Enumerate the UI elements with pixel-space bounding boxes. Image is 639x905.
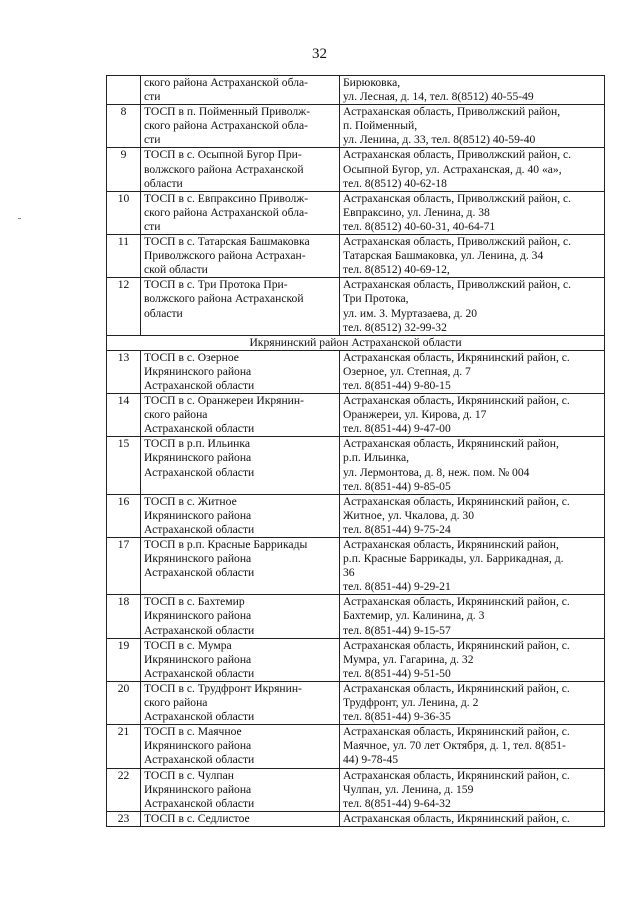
office-address-cell (340, 768, 605, 811)
office-name-cell (141, 768, 340, 811)
office-name-line: Астраханской области (144, 666, 255, 680)
office-name-line: Икрянинского района (144, 451, 252, 465)
table-row (107, 681, 605, 724)
section-row (107, 335, 605, 350)
office-address-line: Астраханская область, Икрянинский район, с. (343, 350, 570, 364)
row-number: 17 (107, 538, 141, 595)
table-row (107, 191, 605, 234)
row-number: 23 (107, 811, 141, 826)
office-address-line: Осыпной Бугор, ул. Астраханская, д. 40 «а», (343, 162, 562, 176)
office-name-line: Астраханской области (144, 566, 255, 580)
office-name-line: Астраханской области (144, 465, 255, 479)
office-address-line: Астраханская область, Приволжский район, (343, 105, 561, 119)
office-address-line: р.п. Ильинка, (343, 451, 410, 465)
office-address-line: тел. 8(851-44) 9-64-32 (343, 796, 451, 810)
office-name-line: Астраханской области (144, 710, 255, 724)
table-row (107, 538, 605, 595)
table-row (107, 350, 605, 393)
office-name-cell (141, 394, 340, 437)
office-address-line: п. Пойменный, (343, 119, 418, 133)
office-name-cell (141, 76, 340, 105)
office-name-cell (141, 538, 340, 595)
row-number: 21 (107, 725, 141, 768)
office-address-cell (340, 278, 605, 335)
office-name-line: Приволжского района Астрахан- (144, 249, 306, 263)
office-address-line: Астраханская область, Приволжский район, с. (343, 191, 572, 205)
row-number: 11 (107, 235, 141, 278)
table-row (107, 235, 605, 278)
office-name-cell (141, 191, 340, 234)
row-number: 19 (107, 638, 141, 681)
office-address-cell (340, 76, 605, 105)
office-name-line: ского района Астраханской обла- (144, 205, 309, 219)
office-address-line: тел. 8(851-44) 9-75-24 (343, 522, 451, 536)
office-name-line: Икрянинского района (144, 652, 252, 666)
office-name-line: Астраханской области (144, 422, 255, 436)
row-number: 13 (107, 350, 141, 393)
office-name-cell (141, 350, 340, 393)
scan-mark (18, 218, 21, 219)
table-body (107, 76, 605, 827)
office-name-line: ской области (144, 263, 208, 277)
office-address-line: Три Протока, (343, 292, 409, 306)
office-address-cell (340, 595, 605, 638)
office-name-line: ТОСП в п. Пойменный Приволж- (144, 105, 311, 119)
row-number: 8 (107, 105, 141, 148)
office-name-line: Икрянинского района (144, 782, 252, 796)
office-address-line: тел. 8(851-44) 9-36-35 (343, 710, 451, 724)
office-address-line: Чулпан, ул. Ленина, д. 159 (343, 782, 474, 796)
office-address-line: тел. 8(851-44) 9-29-21 (343, 580, 451, 594)
office-address-line: Татарская Башмаковка, ул. Ленина, д. 34 (343, 249, 544, 263)
office-address-line: Бахтемир, ул. Калинина, д. 3 (343, 609, 485, 623)
office-address-cell (340, 350, 605, 393)
office-name-line: Икрянинского района (144, 552, 252, 566)
office-address-line: Трудфронт, ул. Ленина, д. 2 (343, 696, 479, 710)
office-address-line: ул. им. З. Муртазаева, д. 20 (343, 306, 478, 320)
office-address-line: тел. 8(8512) 40-69-12, (343, 263, 450, 277)
office-address-line: ул. Лермонтова, д. 8, неж. пом. № 004 (343, 465, 530, 479)
office-address-line: Бирюковка, (343, 76, 401, 89)
office-address-line: Астраханская область, Икрянинский район, (343, 437, 559, 451)
office-name-line: ского района (144, 696, 208, 710)
office-address-cell (340, 494, 605, 537)
office-address-line: тел. 8(851-44) 9-51-50 (343, 666, 451, 680)
office-name-line: сти (144, 90, 161, 104)
office-address-cell (340, 191, 605, 234)
office-address-line: тел. 8(8512) 40-60-31, 40-64-71 (343, 219, 496, 233)
office-name-line: ТОСП в с. Оранжереи Икрянин- (144, 394, 304, 408)
row-number: 9 (107, 148, 141, 191)
office-address-line: Астраханская область, Икрянинский район, с. (343, 595, 570, 609)
office-address-line: тел. 8(851-44) 9-47-00 (343, 422, 451, 436)
office-name-cell (141, 811, 340, 826)
office-name-line: Астраханской области (144, 378, 255, 392)
office-address-line: тел. 8(851-44) 9-80-15 (343, 378, 451, 392)
office-name-line: ТОСП в с. Евпраксино Приволж- (144, 191, 309, 205)
office-name-cell (141, 105, 340, 148)
table-row (107, 105, 605, 148)
office-name-cell (141, 235, 340, 278)
office-name-cell (141, 494, 340, 537)
office-name-line: Икрянинского района (144, 609, 252, 623)
office-address-line: Астраханская область, Икрянинский район, с. (343, 811, 570, 825)
office-address-line: 36 (343, 566, 355, 580)
office-address-line: Маячное, ул. 70 лет Октября, д. 1, тел. 8(851- (343, 739, 566, 753)
office-name-line: ТОСП в с. Чулпан (144, 768, 234, 782)
office-address-line: Астраханская область, Приволжский район, с. (343, 278, 572, 292)
office-name-line: ТОСП в с. Седлистое (144, 811, 250, 825)
office-address-line: 44) 9-78-45 (343, 753, 399, 767)
office-name-line: Икрянинского района (144, 508, 252, 522)
office-address-line: тел. 8(851-44) 9-15-57 (343, 623, 451, 637)
office-name-line: области (144, 306, 183, 320)
section-title: Икрянинский район Астраханской области (107, 335, 605, 350)
office-address-line: р.п. Красные Баррикады, ул. Баррикадная, д. (343, 552, 564, 566)
office-address-line: Евпраксино, ул. Ленина, д. 38 (343, 205, 490, 219)
office-name-line: Икрянинского района (144, 739, 252, 753)
office-name-line: ТОСП в р.п. Красные Баррикады (144, 538, 308, 551)
office-address-line: Астраханская область, Икрянинский район, с. (343, 725, 570, 739)
office-address-line: Астраханская область, Икрянинский район, с. (343, 681, 570, 695)
office-name-cell (141, 595, 340, 638)
office-name-line: ТОСП в с. Озерное (144, 350, 239, 364)
office-name-line: ТОСП в с. Три Протока При- (144, 278, 288, 292)
office-name-line: ТОСП в с. Мумра (144, 638, 232, 652)
office-name-line: ского района Астраханской обла- (144, 76, 309, 89)
page-number: 32 (312, 46, 327, 62)
office-address-cell (340, 148, 605, 191)
office-name-line: ТОСП в с. Бахтемир (144, 595, 245, 609)
row-number: 10 (107, 191, 141, 234)
table-row (107, 437, 605, 494)
office-name-line: ТОСП в с. Татарская Башмаковка (144, 235, 310, 249)
office-address-line: Астраханская область, Приволжский район, с. (343, 235, 572, 249)
table-row (107, 768, 605, 811)
table-row (107, 811, 605, 826)
office-name-cell (141, 681, 340, 724)
office-address-line: Астраханская область, Икрянинский район, с. (343, 638, 570, 652)
office-address-line: Мумра, ул. Гагарина, д. 32 (343, 652, 474, 666)
office-name-line: области (144, 176, 183, 190)
office-address-line: Астраханская область, Икрянинский район, (343, 538, 559, 551)
office-list-table (106, 75, 605, 827)
office-name-line: ского района (144, 408, 208, 422)
office-name-line: Астраханской области (144, 796, 255, 810)
office-name-line: ТОСП в с. Осыпной Бугор При- (144, 148, 302, 162)
table-row (107, 638, 605, 681)
office-name-line: ского района Астраханской обла- (144, 119, 309, 133)
office-name-line: сти (144, 133, 161, 147)
office-name-cell (141, 725, 340, 768)
table-row (107, 725, 605, 768)
row-number: 15 (107, 437, 141, 494)
office-name-line: Астраханской области (144, 522, 255, 536)
office-name-line: волжского района Астраханской (144, 292, 304, 306)
office-address-line: Астраханская область, Приволжский район, с. (343, 148, 572, 162)
office-name-line: ТОСП в р.п. Ильинка (144, 437, 250, 451)
table-row (107, 595, 605, 638)
office-name-line: Астраханской области (144, 623, 255, 637)
office-address-line: Озерное, ул. Степная, д. 7 (343, 364, 471, 378)
office-address-cell (340, 538, 605, 595)
table-row (107, 494, 605, 537)
row-number: 12 (107, 278, 141, 335)
office-address-line: ул. Лесная, д. 14, тел. 8(8512) 40-55-49 (343, 90, 534, 104)
office-address-line: тел. 8(8512) 32-99-32 (343, 320, 447, 334)
row-number: 14 (107, 394, 141, 437)
row-number (107, 76, 141, 105)
row-number: 20 (107, 681, 141, 724)
office-address-line: Астраханская область, Икрянинский район, с. (343, 768, 570, 782)
office-name-line: сти (144, 219, 161, 233)
office-address-line: Астраханская область, Икрянинский район, с. (343, 494, 570, 508)
row-number: 16 (107, 494, 141, 537)
table-row (107, 394, 605, 437)
office-address-cell (340, 681, 605, 724)
office-name-line: Астраханской области (144, 753, 255, 767)
table-row (107, 148, 605, 191)
office-address-cell (340, 235, 605, 278)
office-name-line: ТОСП в с. Маячное (144, 725, 242, 739)
table-row (107, 278, 605, 335)
office-address-line: тел. 8(851-44) 9-85-05 (343, 479, 451, 493)
office-address-cell (340, 394, 605, 437)
office-address-line: тел. 8(8512) 40-62-18 (343, 176, 447, 190)
office-address-line: Житное, ул. Чкалова, д. 30 (343, 508, 474, 522)
office-address-line: Астраханская область, Икрянинский район, с. (343, 394, 570, 408)
office-address-cell (340, 437, 605, 494)
office-address-line: ул. Ленина, д. 33, тел. 8(8512) 40-59-40 (343, 133, 536, 147)
table-row (107, 76, 605, 105)
office-address-line: Оранжереи, ул. Кирова, д. 17 (343, 408, 487, 422)
row-number: 18 (107, 595, 141, 638)
row-number: 22 (107, 768, 141, 811)
office-name-cell (141, 638, 340, 681)
office-name-cell (141, 437, 340, 494)
office-name-line: волжского района Астраханской (144, 162, 304, 176)
office-name-cell (141, 278, 340, 335)
office-name-line: ТОСП в с. Трудфронт Икрянин- (144, 681, 302, 695)
office-name-line: Икрянинского района (144, 364, 252, 378)
office-address-cell (340, 105, 605, 148)
office-address-cell (340, 811, 605, 826)
office-address-cell (340, 638, 605, 681)
office-name-cell (141, 148, 340, 191)
office-name-line: ТОСП в с. Житное (144, 494, 237, 508)
office-address-cell (340, 725, 605, 768)
